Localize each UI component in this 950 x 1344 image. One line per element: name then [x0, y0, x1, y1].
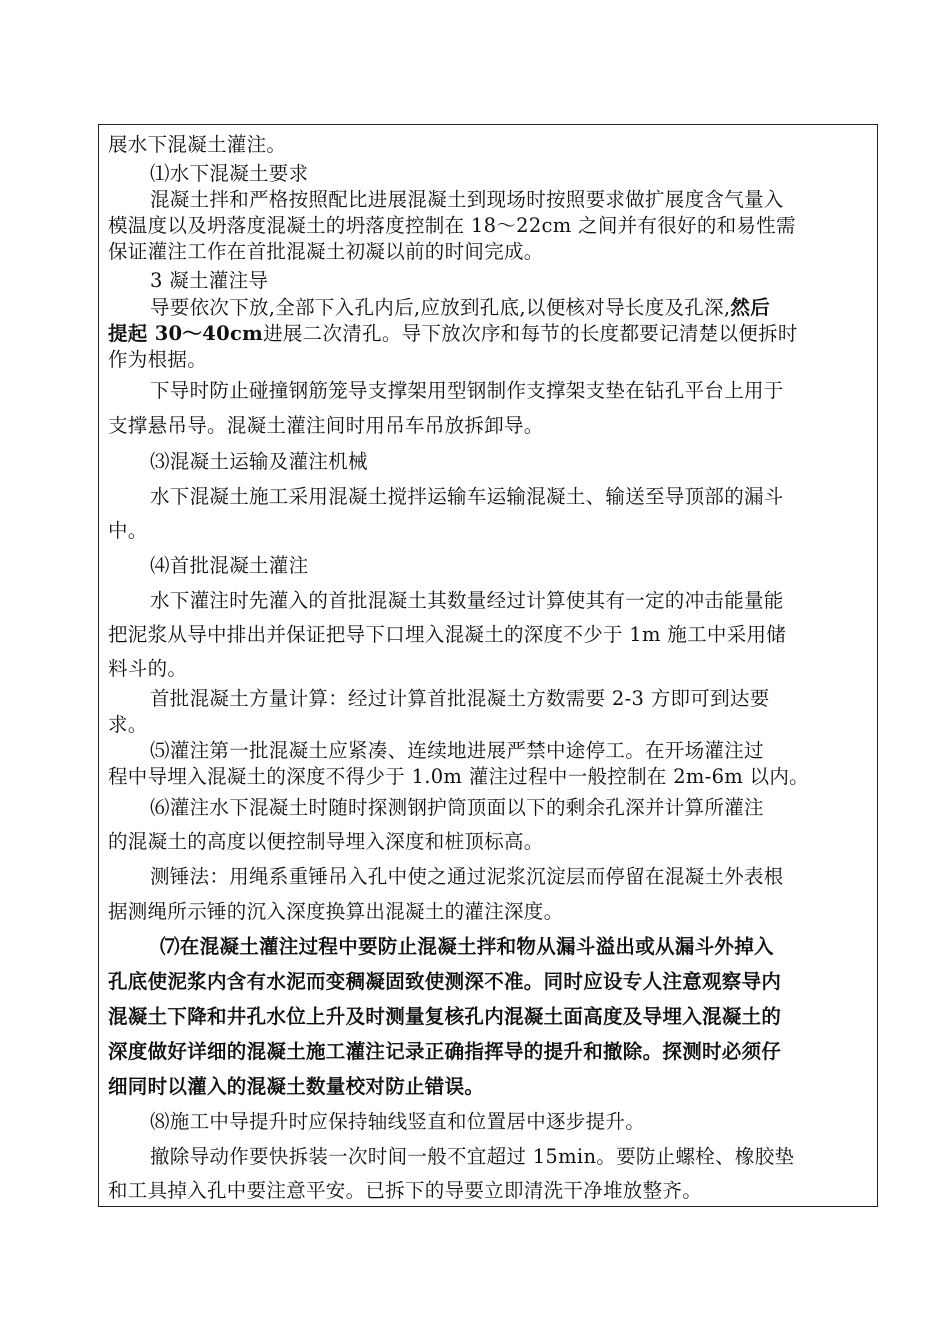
text-line: ⑸灌注第一批混凝土应紧凑、连续地进展严禁中途停工。在开场灌注过 [150, 739, 764, 762]
bold-text-line: 孔底使泥浆内含有水泥而变稠凝固致使测深不准。同时应设专人注意观察导内 [108, 970, 782, 993]
section-heading: ⑻施工中导提升时应保持轴线竖直和位置居中逐步提升。 [150, 1110, 646, 1133]
section-heading: ⑴水下混凝土要求 [150, 162, 309, 185]
text-line: ⑹灌注水下混凝土时随时探测钢护筒顶面以下的剩余孔深并计算所灌注 [150, 796, 764, 819]
text-line: 下导时防止碰撞钢筋笼导支撑架用型钢制作支撑架支垫在钻孔平台上用于 [150, 379, 784, 402]
text-line: 水下灌注时先灌入的首批混凝土其数量经过计算使其有一定的冲击能量能 [150, 589, 784, 612]
text-line: 据测绳所示锤的沉入深度换算出混凝土的灌注深度。 [108, 900, 564, 923]
text-line: 导要依次下放,全部下入孔内后,应放到孔底,以便核对导长度及孔深,然后 [150, 296, 771, 319]
text-line: 的混凝土的高度以便控制导埋入深度和桩顶标高。 [108, 830, 544, 853]
text-line: 支撑悬吊导。混凝土灌注间时用吊车吊放拆卸导。 [108, 414, 544, 437]
text-line: 展水下混凝土灌注。 [108, 133, 287, 156]
text-line: 和工具掉入孔中要注意平安。已拆下的导要立即清洗干净堆放整齐。 [108, 1179, 703, 1202]
text-line: 把泥浆从导中排出并保证把导下口埋入混凝土的深度不少于 1m 施工中采用储 [108, 623, 787, 646]
section-heading: 3 凝土灌注导 [150, 269, 269, 292]
text-line: 中。 [108, 519, 148, 542]
bold-text-line: ⑺在混凝土灌注过程中要防止混凝土拌和物从漏斗溢出或从漏斗外掉入 [160, 935, 774, 958]
text-line: 提起 30～40cm进展二次清孔。导下放次序和每节的长度都要记清楚以便拆时 [108, 322, 798, 345]
bold-text-line: 混凝土下降和井孔水位上升及时测量复核孔内混凝土面高度及导埋入混凝土的 [108, 1005, 782, 1028]
text-line: 测锤法：用绳系重锤吊入孔中使之通过泥浆沉淀层而停留在混凝土外表根 [150, 865, 784, 888]
text-line: 程中导埋入混凝土的深度不得少于 1.0m 灌注过程中一般控制在 2m-6m 以内。 [108, 765, 809, 788]
section-heading: ⑶混凝土运输及灌注机械 [150, 450, 368, 473]
text-line: 保证灌注工作在首批混凝土初凝以前的时间完成。 [108, 240, 544, 263]
text-line: 作为根据。 [108, 348, 208, 371]
text-line: 求。 [108, 713, 148, 736]
text-line: 混凝土拌和严格按照配比进展混凝土到现场时按照要求做扩展度含气量入 [150, 188, 784, 211]
section-heading: ⑷首批混凝土灌注 [150, 554, 309, 577]
text-line: 料斗的。 [108, 657, 188, 680]
text-line: 首批混凝土方量计算：经过计算首批混凝土方数需要 2-3 方即可到达要 [150, 687, 770, 710]
text-line: 模温度以及坍落度混凝土的坍落度控制在 18～22cm 之间并有很好的和易性需 [108, 214, 796, 237]
bold-text-line: 细同时以灌入的混凝土数量校对防止错误。 [108, 1075, 485, 1098]
bold-text-line: 深度做好详细的混凝土施工灌注记录正确指挥导的提升和撤除。探测时必须仔 [108, 1040, 782, 1063]
text-line: 撤除导动作要快拆装一次时间一般不宜超过 15min。要防止螺栓、橡胶垫 [150, 1145, 795, 1168]
text-line: 水下混凝土施工采用混凝土搅拌运输车运输混凝土、输送至导顶部的漏斗 [150, 485, 784, 508]
